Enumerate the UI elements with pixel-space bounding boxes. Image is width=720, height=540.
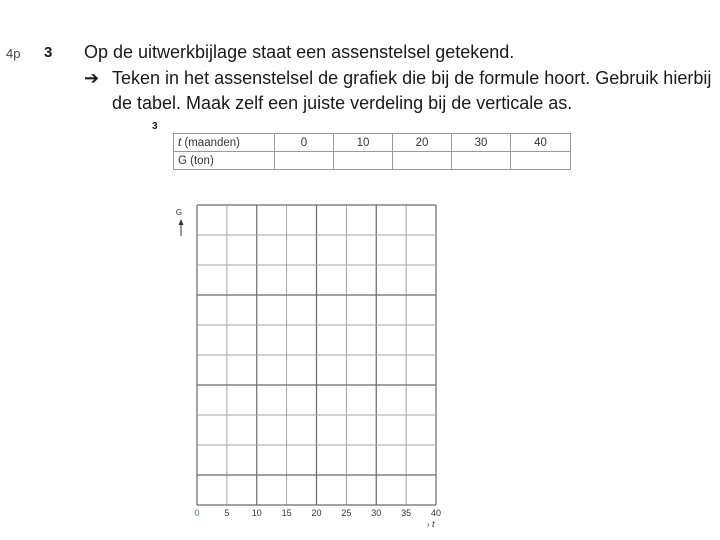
x-axis-label: t [432, 519, 435, 529]
x-tick-label: 5 [224, 508, 230, 518]
x-tick-label: 0 [194, 508, 200, 518]
x-tick-labels [194, 508, 441, 518]
t-value: 0 [275, 134, 334, 152]
arrow-icon: ➔ [84, 68, 100, 88]
question-instruction: Teken in het assenstelsel de grafiek die bij de formule hoort. Gebruik hierbij de tabel. Maak zelf een juiste verdeling bij de verticale as. [112, 68, 712, 113]
x-tick-label: 15 [281, 508, 292, 518]
question-text: Op de uitwerkbijlage staat een assenstelsel getekend. [84, 42, 515, 62]
t-value: 40 [511, 134, 571, 152]
y-axis-label: G [175, 208, 183, 217]
table-number: 3 [152, 121, 158, 132]
x-tick-label: 35 [401, 508, 412, 518]
t-value: 20 [393, 134, 452, 152]
t-value: 10 [334, 134, 393, 152]
x-tick-label: 10 [251, 508, 262, 518]
row-header-t: t (maanden) [174, 134, 275, 152]
axes [176, 208, 435, 529]
x-axis-arrow: › [427, 520, 430, 529]
t-value: 30 [452, 134, 511, 152]
question-number: 3 [44, 44, 53, 61]
x-tick-label: 25 [341, 508, 352, 518]
row-header-g: G (ton) [174, 152, 275, 170]
x-tick-label: 40 [430, 508, 442, 518]
x-tick-label: 30 [371, 508, 382, 518]
y-axis-arrowhead [179, 219, 184, 225]
x-tick-label: 20 [311, 508, 322, 518]
grid [197, 205, 436, 505]
points-label: 4p [6, 46, 21, 61]
